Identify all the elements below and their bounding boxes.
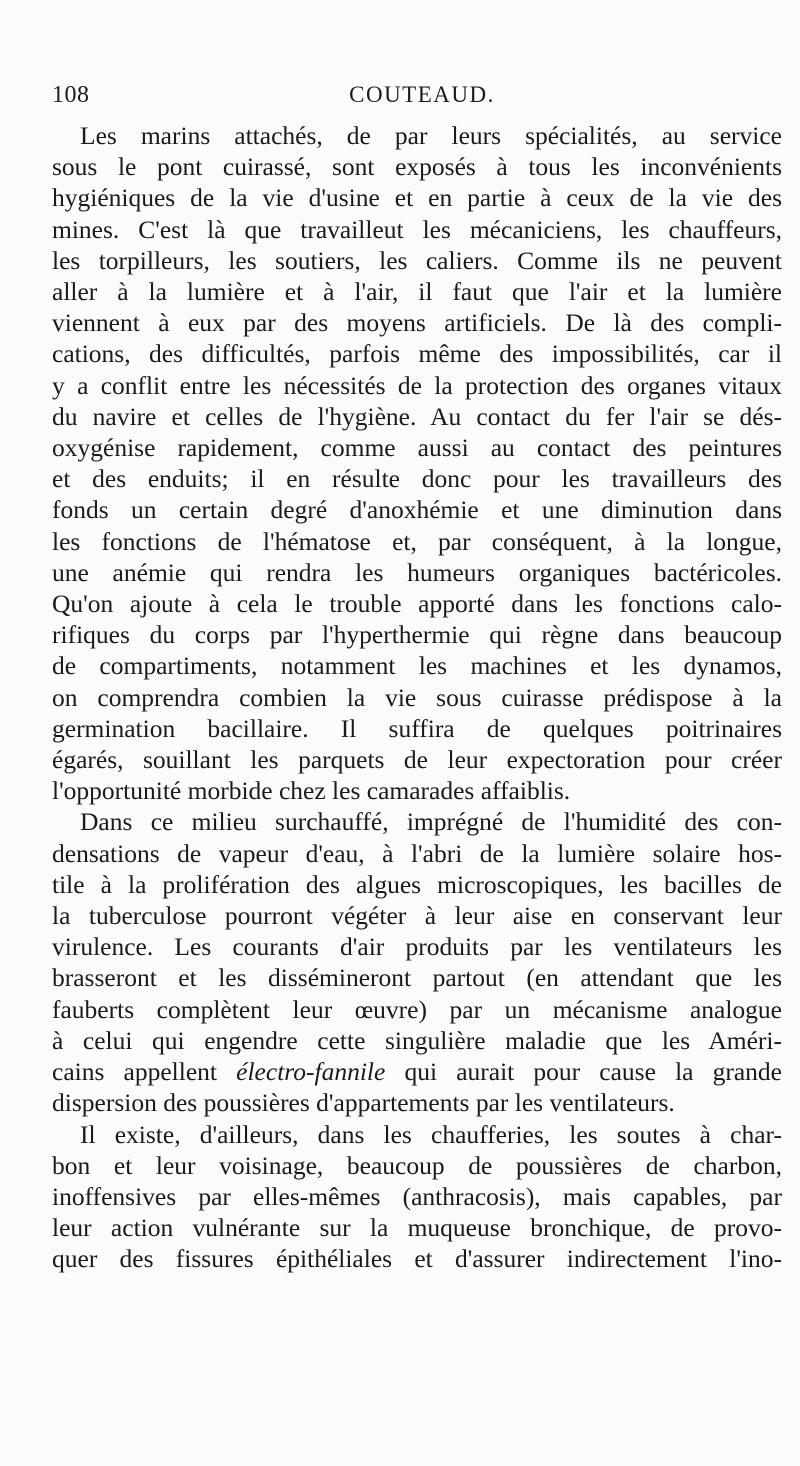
text-line: fonds un certain degré d'anoxhémie et une diminution dans bbox=[52, 495, 782, 525]
body-text bbox=[52, 120, 782, 1275]
text-line: l'opportunité morbide chez les camarades affaiblis. bbox=[52, 776, 571, 806]
text-line-with-italic bbox=[52, 1056, 782, 1087]
text-line: tile à la prolifération des algues microscopiques, les bacilles de bbox=[52, 869, 782, 899]
text-line: densations de vapeur d'eau, à l'abri de la lumière solaire hos- bbox=[52, 838, 782, 868]
text-line: à celui qui engendre cette singulière maladie que les Améri- bbox=[52, 1025, 782, 1055]
text-line: sous le pont cuirassé, sont exposés à tous les inconvénients bbox=[52, 152, 782, 182]
paragraph-3 bbox=[52, 1119, 782, 1275]
text-line: quer des fissures épithéliales et d'assurer indirectement l'ino- bbox=[52, 1244, 782, 1274]
text-line: virulence. Les courants d'air produits par les ventilateurs les bbox=[52, 932, 782, 962]
text-segment: cains appellent bbox=[52, 1057, 217, 1087]
text-line: on comprendra combien la vie sous cuirasse prédispose à la bbox=[52, 682, 782, 712]
text-line: Il existe, d'ailleurs, dans les chaufferies, les soutes à char- bbox=[80, 1119, 782, 1149]
text-line: les fonctions de l'hématose et, par conséquent, à la longue, bbox=[52, 526, 782, 556]
text-line: et des enduits; il en résulte donc pour les travailleurs des bbox=[52, 464, 782, 494]
text-line: dispersion des poussières d'appartements par les ventilateurs. bbox=[52, 1088, 675, 1118]
running-head: COUTEAUD. bbox=[349, 82, 495, 107]
paragraph-2 bbox=[52, 806, 782, 1118]
text-line: inoffensives par elles-mêmes (anthracosis), mais capables, par bbox=[52, 1181, 782, 1211]
page-header bbox=[52, 82, 772, 114]
text-line: les torpilleurs, les soutiers, les caliers. Comme ils ne peuvent bbox=[52, 245, 782, 275]
text-segment: qui aurait pour cause la grande bbox=[404, 1057, 782, 1087]
text-line: Les marins attachés, de par leurs spécialités, au service bbox=[80, 121, 782, 150]
text-line: Dans ce milieu surchauffé, imprégné de l'humidité des con- bbox=[80, 807, 782, 837]
text-line: Qu'on ajoute à cela le trouble apporté dans les fonctions calo- bbox=[52, 589, 782, 619]
text-line: une anémie qui rendra les humeurs organiques bactéricoles. bbox=[52, 557, 782, 587]
text-line: égarés, souillant les parquets de leur expectoration pour créer bbox=[52, 745, 782, 775]
text-line: mines. C'est là que travailleut les mécaniciens, les chauffeurs, bbox=[52, 214, 782, 244]
text-line: brasseront et les dissémineront partout (en attendant que les bbox=[52, 963, 782, 993]
text-line: la tuberculose pourront végéter à leur aise en conservant leur bbox=[52, 901, 782, 931]
text-line: de compartiments, notamment les machines et les dynamos, bbox=[52, 651, 782, 681]
text-line: cations, des difficultés, parfois même des impossibilités, car il bbox=[52, 339, 782, 369]
page-number: 108 bbox=[52, 82, 90, 108]
italic-term: électro-fannile bbox=[236, 1057, 386, 1087]
text-line: fauberts complètent leur œuvre) par un mécanisme analogue bbox=[52, 994, 782, 1024]
text-line: leur action vulnérante sur la muqueuse bronchique, de provo- bbox=[52, 1213, 782, 1243]
text-line: viennent à eux par des moyens artificiels. De là des compli- bbox=[52, 308, 782, 338]
text-line: bon et leur voisinage, beaucoup de poussières de charbon, bbox=[52, 1150, 782, 1180]
text-line: rifiques du corps par l'hyperthermie qui règne dans beaucoup bbox=[52, 620, 782, 650]
text-line: hygiéniques de la vie d'usine et en partie à ceux de la vie des bbox=[52, 183, 782, 213]
text-line: y a conflit entre les nécessités de la protection des organes vitaux bbox=[52, 370, 782, 400]
text-line: du navire et celles de l'hygiène. Au contact du fer l'air se dés- bbox=[52, 401, 782, 431]
text-line: germination bacillaire. Il suffira de quelques poitrinaires bbox=[52, 713, 782, 743]
text-line: oxygénise rapidement, comme aussi au contact des peintures bbox=[52, 433, 782, 463]
text-line: aller à la lumière et à l'air, il faut que l'air et la lumière bbox=[52, 277, 782, 307]
paragraph-1 bbox=[52, 120, 782, 806]
